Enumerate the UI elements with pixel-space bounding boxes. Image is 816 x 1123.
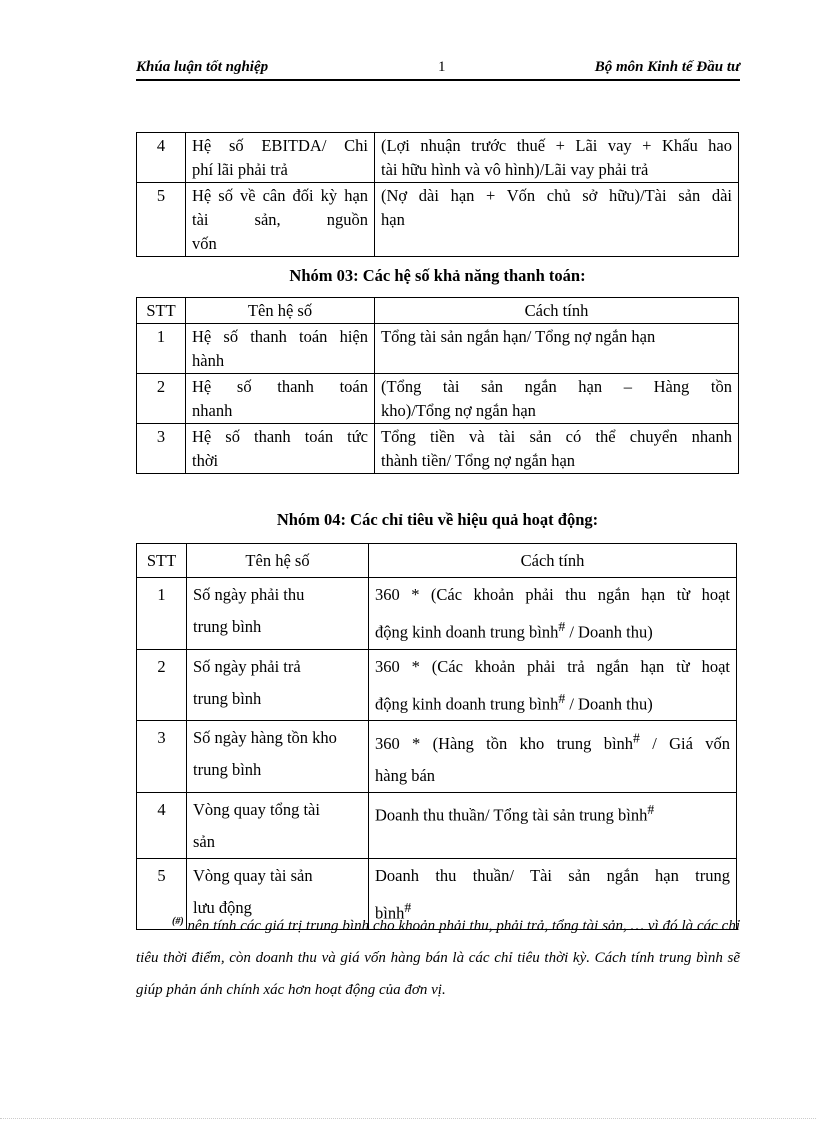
formula-cell: 360 * (Các khoản phải thu ngắn hạn từ hoạt động kinh doanh trung bình# / Doanh thu) <box>369 578 737 650</box>
stt-cell: 1 <box>137 324 186 374</box>
formula-cell: (Lợi nhuận trước thuế + Lãi vay + Khấu hao tài hữu hình và vô hình)/Lãi vay phải trả <box>375 133 739 183</box>
page-bottom-divider <box>0 1118 816 1119</box>
ratio-name-cell: Vòng quay tài sản lưu động <box>187 858 369 930</box>
table-row <box>137 183 739 257</box>
footnote-marker: (#) <box>172 916 184 927</box>
ratio-name-cell: Số ngày hàng tồn kho trung bình <box>187 721 369 793</box>
ratio-name-cell: Hệ số thanh toán tức thời <box>186 424 375 474</box>
ratio-name-cell: Số ngày phải thu trung bình <box>187 578 369 650</box>
footnote-paragraph <box>136 906 740 1006</box>
stt-cell: 4 <box>137 792 187 858</box>
formula-cell: Tổng tiền và tài sản có thể chuyển nhanh thành tiền/ Tổng nợ ngắn hạn <box>375 424 739 474</box>
stt-cell: 5 <box>137 183 186 257</box>
group-04-title: Nhóm 04: Các chỉ tiêu về hiệu quả hoạt động: <box>276 510 599 529</box>
footnote-text: nên tính các giá trị trung bình cho khoản phải thu, phải trả, tổng tài sản, … vì đó là các chỉ tiêu thời điểm, còn doanh thu và giá vốn hàng bán là các chỉ tiêu thời kỳ. Cách tính trung bình sẽ giúp phản ánh chính xác hơn hoạt động của đơn vị. <box>136 918 740 998</box>
header-thesis-label: Khúa luận tốt nghiệp <box>136 59 269 75</box>
liquidity-ratio-table <box>136 297 739 474</box>
header-formula: Cách tính <box>369 544 737 578</box>
formula-cell: Doanh thu thuần/ Tổng tài sản trung bình# <box>369 792 737 858</box>
table-row <box>137 649 737 721</box>
ratio-name-cell: Hệ số EBITDA/ Chi phí lãi phải trả <box>186 133 375 183</box>
formula-cell: 360 * (Các khoản phải trả ngắn hạn từ hoạt động kinh doanh trung bình# / Doanh thu) <box>369 649 737 721</box>
ratio-name-cell: Số ngày phải trả trung bình <box>187 649 369 721</box>
table-row <box>137 721 737 793</box>
header-stt: STT <box>137 298 186 324</box>
page-header <box>136 59 740 81</box>
formula-cell: (Tổng tài sản ngắn hạn – Hàng tồn kho)/Tổng nợ ngắn hạn <box>375 374 739 424</box>
page-number: 1 <box>438 59 446 75</box>
header-formula: Cách tính <box>375 298 739 324</box>
efficiency-ratio-table <box>136 543 737 930</box>
formula-cell: 360 * (Hàng tồn kho trung bình# / Giá vốn hàng bán <box>369 721 737 793</box>
ratio-name-cell: Hệ số về cân đối kỳ hạn tài sản, nguồn vốn <box>186 183 375 257</box>
table-row <box>137 424 739 474</box>
stt-cell: 3 <box>137 424 186 474</box>
stt-cell: 2 <box>137 374 186 424</box>
table-row <box>137 133 739 183</box>
table-row <box>137 578 737 650</box>
ratio-name-cell: Hệ số thanh toán hiện hành <box>186 324 375 374</box>
stt-cell: 2 <box>137 649 187 721</box>
formula-cell: Tổng tài sản ngắn hạn/ Tổng nợ ngắn hạn <box>375 324 739 374</box>
stt-cell: 3 <box>137 721 187 793</box>
table-header-row <box>137 298 739 324</box>
formula-cell: (Nợ dài hạn + Vốn chủ sở hữu)/Tài sản dài hạn <box>375 183 739 257</box>
table-header-row <box>137 544 737 578</box>
ratio-table-continued <box>136 132 739 257</box>
stt-cell: 4 <box>137 133 186 183</box>
header-stt: STT <box>137 544 187 578</box>
formula-cell: Doanh thu thuần/ Tài sản ngắn hạn trung bình# <box>369 858 737 930</box>
header-name: Tên hệ số <box>186 298 375 324</box>
table-row <box>137 374 739 424</box>
header-name: Tên hệ số <box>187 544 369 578</box>
group-03-title: Nhóm 03: Các hệ số khả năng thanh toán: <box>289 266 586 285</box>
ratio-name-cell: Hệ số thanh toán nhanh <box>186 374 375 424</box>
stt-cell: 5 <box>137 858 187 930</box>
stt-cell: 1 <box>137 578 187 650</box>
header-department: Bộ môn Kinh tế Đầu tư <box>594 59 740 75</box>
table-row <box>137 792 737 858</box>
ratio-name-cell: Vòng quay tổng tài sản <box>187 792 369 858</box>
table-row <box>137 324 739 374</box>
